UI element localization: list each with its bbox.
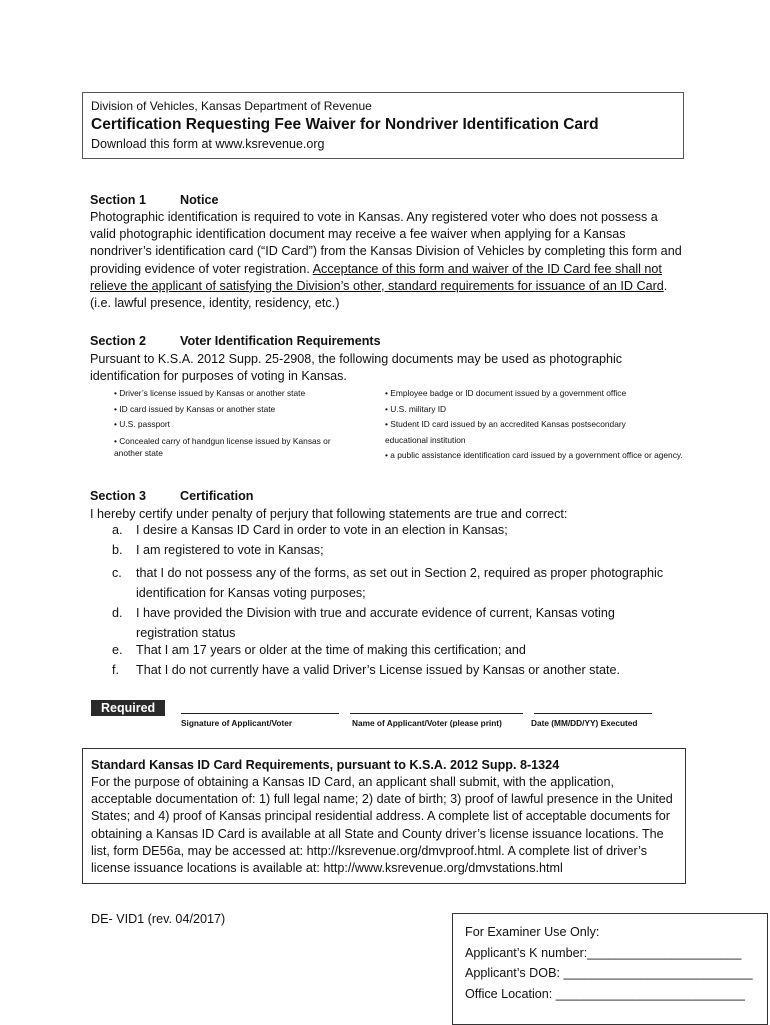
id-list-right — [385, 386, 685, 462]
section2-number: Section 2 — [90, 334, 146, 348]
item-letter: d. — [112, 606, 123, 620]
section1-tail: . (i.e. lawful presence, identity, residency, etc.) — [90, 278, 668, 311]
signature-label: Signature of Applicant/Voter — [181, 718, 293, 728]
item-letter: b. — [112, 543, 123, 557]
section1-underlined: Acceptance of this form and waiver of the ID Card fee shall not relieve the applicant of satisfying the Division’s other, standard requirements for issuance of an ID Card — [90, 261, 664, 293]
signature-line[interactable] — [181, 713, 339, 714]
item-letter: f. — [112, 663, 119, 677]
list-item: • Employee badge or ID document issued by a government office — [385, 388, 627, 398]
name-line[interactable] — [350, 713, 523, 714]
section1-text — [90, 209, 684, 312]
examiner-title: For Examiner Use Only: — [465, 925, 600, 939]
section3-number: Section 3 — [90, 489, 146, 503]
section2-heading — [90, 334, 381, 348]
download-note: Download this form at www.ksrevenue.org — [91, 137, 325, 151]
section1-heading — [90, 193, 219, 207]
list-item: • Student ID card issued by an accredited Kansas postsecondary educational institution — [385, 419, 626, 445]
required-badge: Required — [91, 700, 165, 716]
examiner-dob: Applicant’s DOB: ___________________________ — [465, 966, 753, 980]
certification-item-a — [112, 523, 508, 537]
section3-intro: I hereby certify under penalty of perjury that following statements are true and correct: — [90, 507, 568, 521]
section2-intro: Pursuant to K.S.A. 2012 Supp. 25-2908, the following documents may be used as photographic identification for purposes of voting in Kansas. — [90, 352, 623, 384]
section1-notice: Photographic identification is required to vote in Kansas. Any registered voter who does not possess a valid photographic identification document may receive a fee waiver when applying for a Kansas nondriver’s identification card (“ID Card”) from the Kansas Division of Vehicles by completing this form and providing evidence of voter registration. — [90, 210, 682, 276]
department-name: Division of Vehicles, Kansas Department of Revenue — [91, 99, 372, 113]
examiner-k-number: Applicant’s K number:______________________ — [465, 945, 742, 960]
examiner-box — [452, 913, 768, 1025]
certification-item-f — [112, 663, 620, 677]
item-letter: e. — [112, 643, 123, 657]
list-item: • ID card issued by Kansas or another state — [114, 403, 276, 414]
section1-number: Section 1 — [90, 193, 146, 207]
certification-item-c — [112, 563, 672, 603]
list-item: • Concealed carry of handgun license issued by Kansas or another state — [114, 435, 331, 459]
list-item: • a public assistance identification card issued by a government office or agency. — [385, 450, 683, 460]
section3-title: Certification — [180, 489, 254, 503]
list-item: • U.S. passport — [114, 419, 170, 430]
item-text: I have provided the Division with true and accurate evidence of current, Kansas voting registration status — [136, 606, 615, 640]
form-header — [82, 92, 684, 159]
item-text: I desire a Kansas ID Card in order to vote in an election in Kansas; — [136, 523, 508, 537]
examiner-office: Office Location: ___________________________ — [465, 986, 745, 1001]
form-title: Certification Requesting Fee Waiver for Nondriver Identification Card — [91, 116, 599, 133]
section1-title: Notice — [180, 193, 219, 207]
item-text: I am registered to vote in Kansas; — [136, 543, 324, 557]
id-list-left — [114, 386, 354, 460]
item-text: that I do not possess any of the forms, as set out in Section 2, required as proper photographic identification for Kansas voting purposes; — [136, 566, 664, 600]
certification-item-d — [112, 603, 672, 643]
name-label: Name of Applicant/Voter (please print) — [352, 718, 502, 728]
item-text: That I do not currently have a valid Driver’s License issued by Kansas or another state. — [136, 663, 620, 677]
certification-item-e — [112, 643, 526, 657]
certification-item-b — [112, 543, 324, 557]
standard-requirements-box — [82, 748, 686, 884]
date-label: Date (MM/DD/YY) Executed — [531, 718, 638, 728]
form-id: DE- VID1 (rev. 04/2017) — [91, 912, 226, 926]
section3-heading — [90, 489, 253, 503]
date-line[interactable] — [534, 713, 652, 714]
list-item: • Driver’s license issued by Kansas or another state — [114, 388, 306, 398]
item-letter: a. — [112, 523, 123, 537]
item-letter: c. — [112, 566, 122, 580]
list-item: • U.S. military ID — [385, 403, 447, 414]
item-text: That I am 17 years or older at the time of making this certification; and — [136, 643, 526, 657]
section2-title: Voter Identification Requirements — [180, 334, 381, 348]
standard-title: Standard Kansas ID Card Requirements, pursuant to K.S.A. 2012 Supp. 8-1324 — [91, 758, 560, 772]
standard-text: For the purpose of obtaining a Kansas ID Card, an applicant shall submit, with the application, acceptable documentation of: 1) full legal name; 2) date of birth; 3) proof of lawful presence in the United States; and 4) proof of Kansas principal residential address. A complete list of acceptable documents for obtaining a Kansas ID Card is available at all State and County driver’s license issuance locations. The list, form DE56a, may be accessed at: http://ksrevenue.org/dmvproof.html. A complete list of driver’s license issuance locations is available at: http://www.ksrevenue.org/dmvstations.html — [91, 775, 673, 876]
